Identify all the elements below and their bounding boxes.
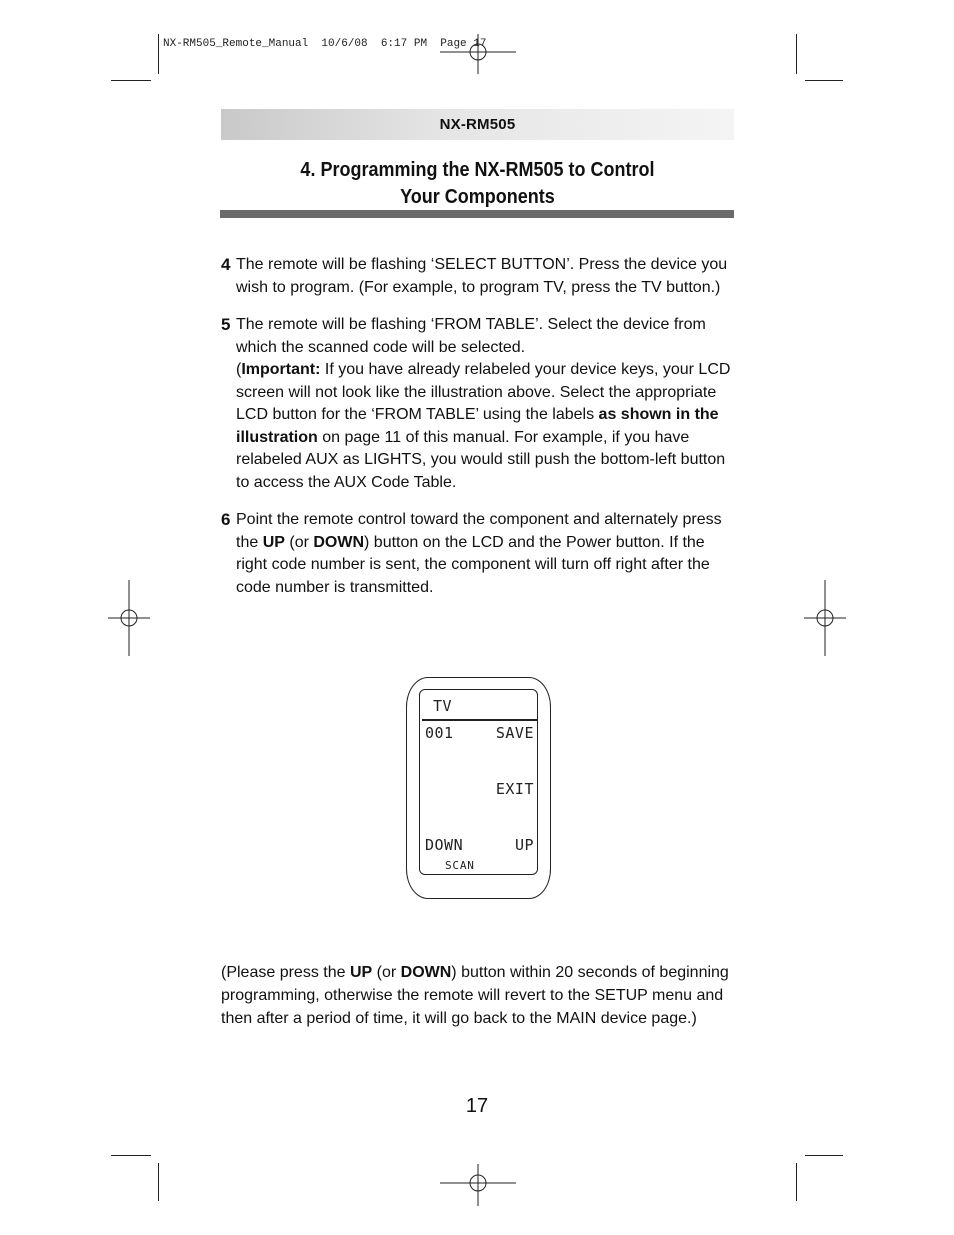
step-number: 5 xyxy=(221,315,231,334)
page-number: 17 xyxy=(465,1095,489,1117)
model-label: NX-RM505 xyxy=(439,116,516,133)
section-title-line1: 4. Programming the NX-RM505 to Control xyxy=(300,159,655,181)
up-keyword: UP xyxy=(262,533,285,551)
timing-note: (Please press the UP (or DOWN) button within 20 seconds of beginning programming, otherwise the remote will revert to the SETUP menu and then after a period of time, it will go back to the MAIN device page.) xyxy=(221,964,729,1027)
step-6 xyxy=(221,509,741,599)
step-number: 6 xyxy=(221,510,231,529)
registration-mark-right xyxy=(804,580,846,656)
section-title-line2: Your Components xyxy=(400,186,555,208)
step-text: The remote will be flashing ‘FROM TABLE’. Select the device from which the scanned code will be selected. xyxy=(236,316,706,356)
step-4 xyxy=(221,254,741,299)
printer-slug: NX-RM505_Remote_Manual 10/6/08 6:17 PM Page 17 xyxy=(163,38,487,50)
lcd-illustration xyxy=(406,677,551,899)
step-number: 4 xyxy=(221,255,231,274)
up-keyword: UP xyxy=(349,964,373,981)
section-rule xyxy=(220,210,734,218)
lcd-scan-label: SCAN xyxy=(445,859,475,872)
registration-mark-top xyxy=(440,34,516,78)
step-text: Point the remote control toward the component and alternately press the UP (or DOWN) button on the LCD and the Power button. If the right code number is sent, the component will turn off right after the code number is transmitted. xyxy=(236,511,722,596)
section-title xyxy=(247,157,709,211)
down-keyword: DOWN xyxy=(313,533,365,551)
lcd-divider xyxy=(422,719,537,721)
down-keyword: DOWN xyxy=(400,964,452,981)
model-header-band xyxy=(221,109,734,140)
lcd-code-number: 001 xyxy=(425,724,454,742)
lcd-up-label: UP xyxy=(514,836,534,854)
emphasis: as shown in the illustration xyxy=(236,406,719,446)
registration-mark-left xyxy=(108,580,150,656)
lcd-screen xyxy=(419,689,538,875)
lcd-device-label: TV xyxy=(433,697,453,715)
registration-mark-bottom xyxy=(440,1160,516,1206)
lcd-exit-label: EXIT xyxy=(495,780,534,798)
lcd-down-label: DOWN xyxy=(425,836,464,854)
important-label: Important: xyxy=(241,361,321,378)
important-note: (Important: If you have already relabeled your device keys, your LCD screen will not look like the illustration above. Select the appropriate LCD button for the ‘FROM TABLE’ using the labels as shown in the illustration on page 11 of this manual. For example, if you have relabeled AUX as LIGHTS, you would still push the bottom-left button to access the AUX Code Table. xyxy=(236,361,731,491)
step-text: The remote will be flashing ‘SELECT BUTTON’. Press the device you wish to program. (For example, to program TV, press the TV button.) xyxy=(236,256,728,296)
lcd-save-label: SAVE xyxy=(495,724,534,742)
step-5 xyxy=(221,314,741,494)
